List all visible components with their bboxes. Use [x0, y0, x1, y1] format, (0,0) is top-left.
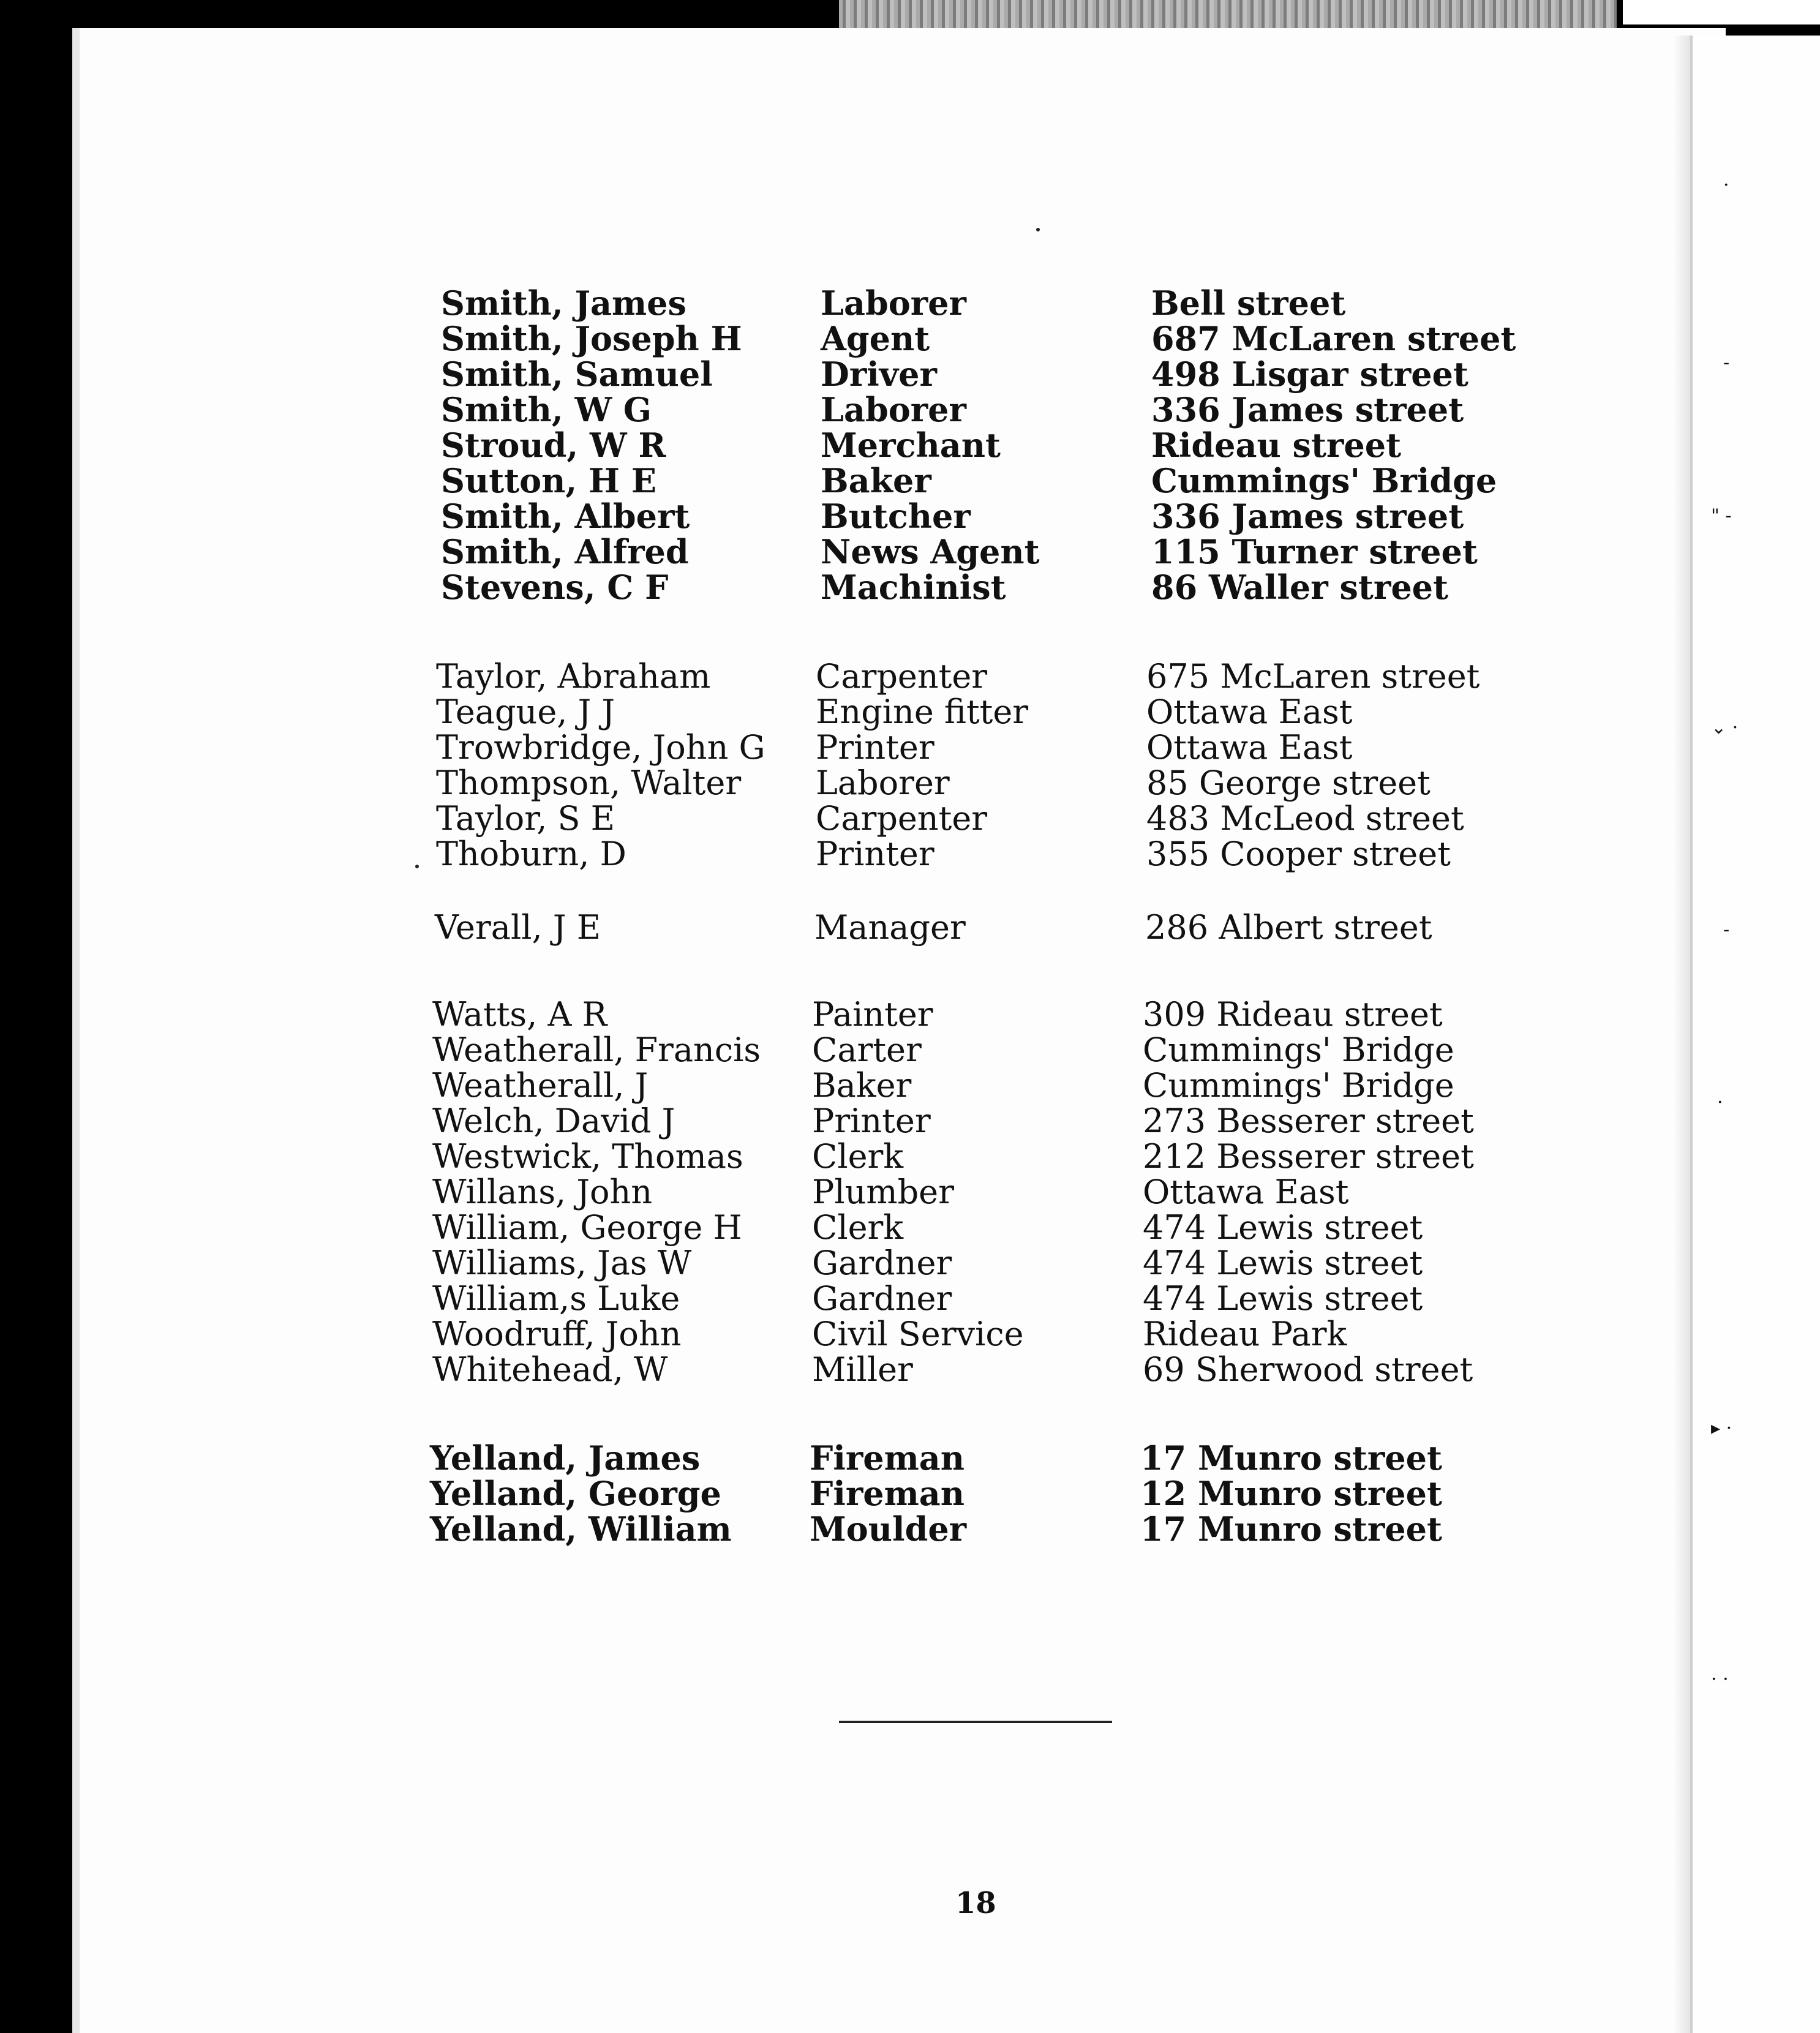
entry-occupation: Miller: [812, 1350, 913, 1389]
entry-name: Yelland, William: [430, 1509, 732, 1549]
entry-address: 474 Lewis street: [1143, 1279, 1423, 1318]
entry-occupation: Laborer: [821, 390, 966, 429]
entry-name: Trowbridge, John G: [436, 728, 765, 767]
entry-name: Westwick, Thomas: [432, 1137, 743, 1176]
entry-name: Weatherall, J: [432, 1066, 649, 1105]
entry-name: Taylor, Abraham: [436, 657, 711, 696]
binding-mark: " -: [1711, 505, 1732, 527]
entry-address: 474 Lewis street: [1143, 1244, 1423, 1282]
entry-address: 212 Besserer street: [1143, 1137, 1474, 1176]
entry-occupation: Fireman: [810, 1438, 965, 1478]
entry-address: 17 Munro street: [1140, 1509, 1442, 1549]
entry-name: Weatherall, Francis: [432, 1031, 761, 1069]
entry-address: 85 George street: [1146, 764, 1431, 802]
entry-occupation: Clerk: [812, 1137, 904, 1176]
entry-name: Stroud, W R: [441, 426, 666, 465]
ink-speck: [1036, 228, 1040, 231]
entry-occupation: Printer: [816, 835, 934, 873]
page-corner: [1623, 0, 1820, 24]
entry-name: Willans, John: [432, 1173, 653, 1211]
entry-occupation: Butcher: [821, 497, 971, 536]
binding-mark: ▸ ·: [1711, 1418, 1732, 1439]
entry-name: Thoburn, D: [436, 835, 626, 873]
entry-address: Rideau street: [1151, 426, 1402, 465]
entry-address: Ottawa East: [1146, 728, 1353, 767]
entry-address: 17 Munro street: [1140, 1438, 1442, 1478]
entry-address: 498 Lisgar street: [1151, 355, 1468, 394]
page-gutter-shadow: [1672, 36, 1690, 2033]
entry-name: Yelland, James: [430, 1438, 701, 1478]
entry-occupation: Carter: [812, 1031, 922, 1069]
entry-name: Smith, Alfred: [441, 532, 689, 571]
entry-name: Thompson, Walter: [436, 764, 742, 802]
entry-name: Smith, Albert: [441, 497, 690, 536]
entry-address: 687 McLaren street: [1151, 319, 1516, 358]
entry-name: Taylor, S E: [436, 799, 615, 838]
binding-mark: · ·: [1711, 1669, 1729, 1690]
binding-mark: -: [1723, 919, 1730, 941]
entry-name: Williams, Jas W: [432, 1244, 692, 1282]
entry-name: Smith, Joseph H: [441, 319, 742, 358]
entry-name: William, George H: [432, 1208, 742, 1247]
entry-name: Smith, W G: [441, 390, 652, 429]
binding-mark: ·: [1717, 1092, 1723, 1113]
entry-occupation: Gardner: [812, 1244, 952, 1282]
resident-directory: [80, 28, 1726, 2033]
entry-occupation: Gardner: [812, 1279, 952, 1318]
entry-occupation: Laborer: [816, 764, 950, 802]
entry-address: 355 Cooper street: [1146, 835, 1451, 873]
entry-occupation: Carpenter: [816, 799, 988, 838]
entry-name: Whitehead, W: [432, 1350, 668, 1389]
entry-address: Cummings' Bridge: [1143, 1066, 1454, 1105]
entry-address: 12 Munro street: [1140, 1474, 1442, 1513]
entry-occupation: Painter: [812, 995, 933, 1034]
ink-speck: [415, 865, 419, 868]
document-page: [72, 28, 1726, 2033]
entry-address: 474 Lewis street: [1143, 1208, 1423, 1247]
entry-occupation: Driver: [821, 355, 937, 394]
entry-address: 336 James street: [1151, 390, 1464, 429]
torn-page-edge: [839, 0, 1617, 28]
entry-name: Teague, J J: [436, 693, 615, 731]
entry-occupation: Engine fitter: [816, 693, 1029, 731]
entry-occupation: Civil Service: [812, 1315, 1024, 1353]
entry-occupation: News Agent: [821, 532, 1040, 571]
entry-address: Cummings' Bridge: [1151, 461, 1497, 500]
entry-name: William,s Luke: [432, 1279, 680, 1318]
entry-address: 86 Waller street: [1151, 568, 1448, 607]
entry-occupation: Merchant: [821, 426, 1001, 465]
entry-occupation: Printer: [816, 728, 934, 767]
entry-name: Welch, David J: [432, 1102, 675, 1140]
entry-name: Sutton, H E: [441, 461, 657, 500]
entry-occupation: Carpenter: [816, 657, 988, 696]
entry-address: Rideau Park: [1143, 1315, 1347, 1353]
entry-address: 675 McLaren street: [1146, 657, 1480, 696]
binding-mark: ⌄ ·: [1711, 717, 1739, 738]
facing-page-edge: [1690, 36, 1820, 2033]
entry-occupation: Plumber: [812, 1173, 954, 1211]
entry-name: Verall, J E: [435, 908, 601, 947]
binding-mark: ·: [1723, 175, 1729, 196]
entry-occupation: Clerk: [812, 1208, 904, 1247]
entry-name: Woodruff, John: [432, 1315, 682, 1353]
entry-name: Stevens, C F: [441, 568, 669, 607]
entry-address: 115 Turner street: [1151, 532, 1478, 571]
entry-address: Bell street: [1151, 284, 1346, 323]
entry-address: 69 Sherwood street: [1143, 1350, 1473, 1389]
entry-name: Smith, Samuel: [441, 355, 713, 394]
entry-occupation: Fireman: [810, 1474, 965, 1513]
entry-address: 336 James street: [1151, 497, 1464, 536]
entry-name: Watts, A R: [432, 995, 607, 1034]
entry-address: Cummings' Bridge: [1143, 1031, 1454, 1069]
entry-name: Smith, James: [441, 284, 686, 323]
section-divider: [839, 1721, 1112, 1723]
entry-occupation: Baker: [821, 461, 931, 500]
entry-occupation: Laborer: [821, 284, 966, 323]
entry-occupation: Printer: [812, 1102, 931, 1140]
entry-address: 483 McLeod street: [1146, 799, 1464, 838]
entry-occupation: Manager: [814, 908, 966, 947]
binding-mark: -: [1723, 352, 1730, 374]
entry-occupation: Baker: [812, 1066, 912, 1105]
entry-occupation: Moulder: [810, 1509, 967, 1549]
page-number: 18: [955, 1886, 996, 1920]
entry-name: Yelland, George: [430, 1474, 721, 1513]
entry-address: Ottawa East: [1143, 1173, 1349, 1211]
entry-address: 309 Rideau street: [1143, 995, 1443, 1034]
entry-occupation: Machinist: [821, 568, 1006, 607]
entry-address: Ottawa East: [1146, 693, 1353, 731]
entry-address: 286 Albert street: [1145, 908, 1432, 947]
entry-occupation: Agent: [821, 319, 930, 358]
entry-address: 273 Besserer street: [1143, 1102, 1474, 1140]
